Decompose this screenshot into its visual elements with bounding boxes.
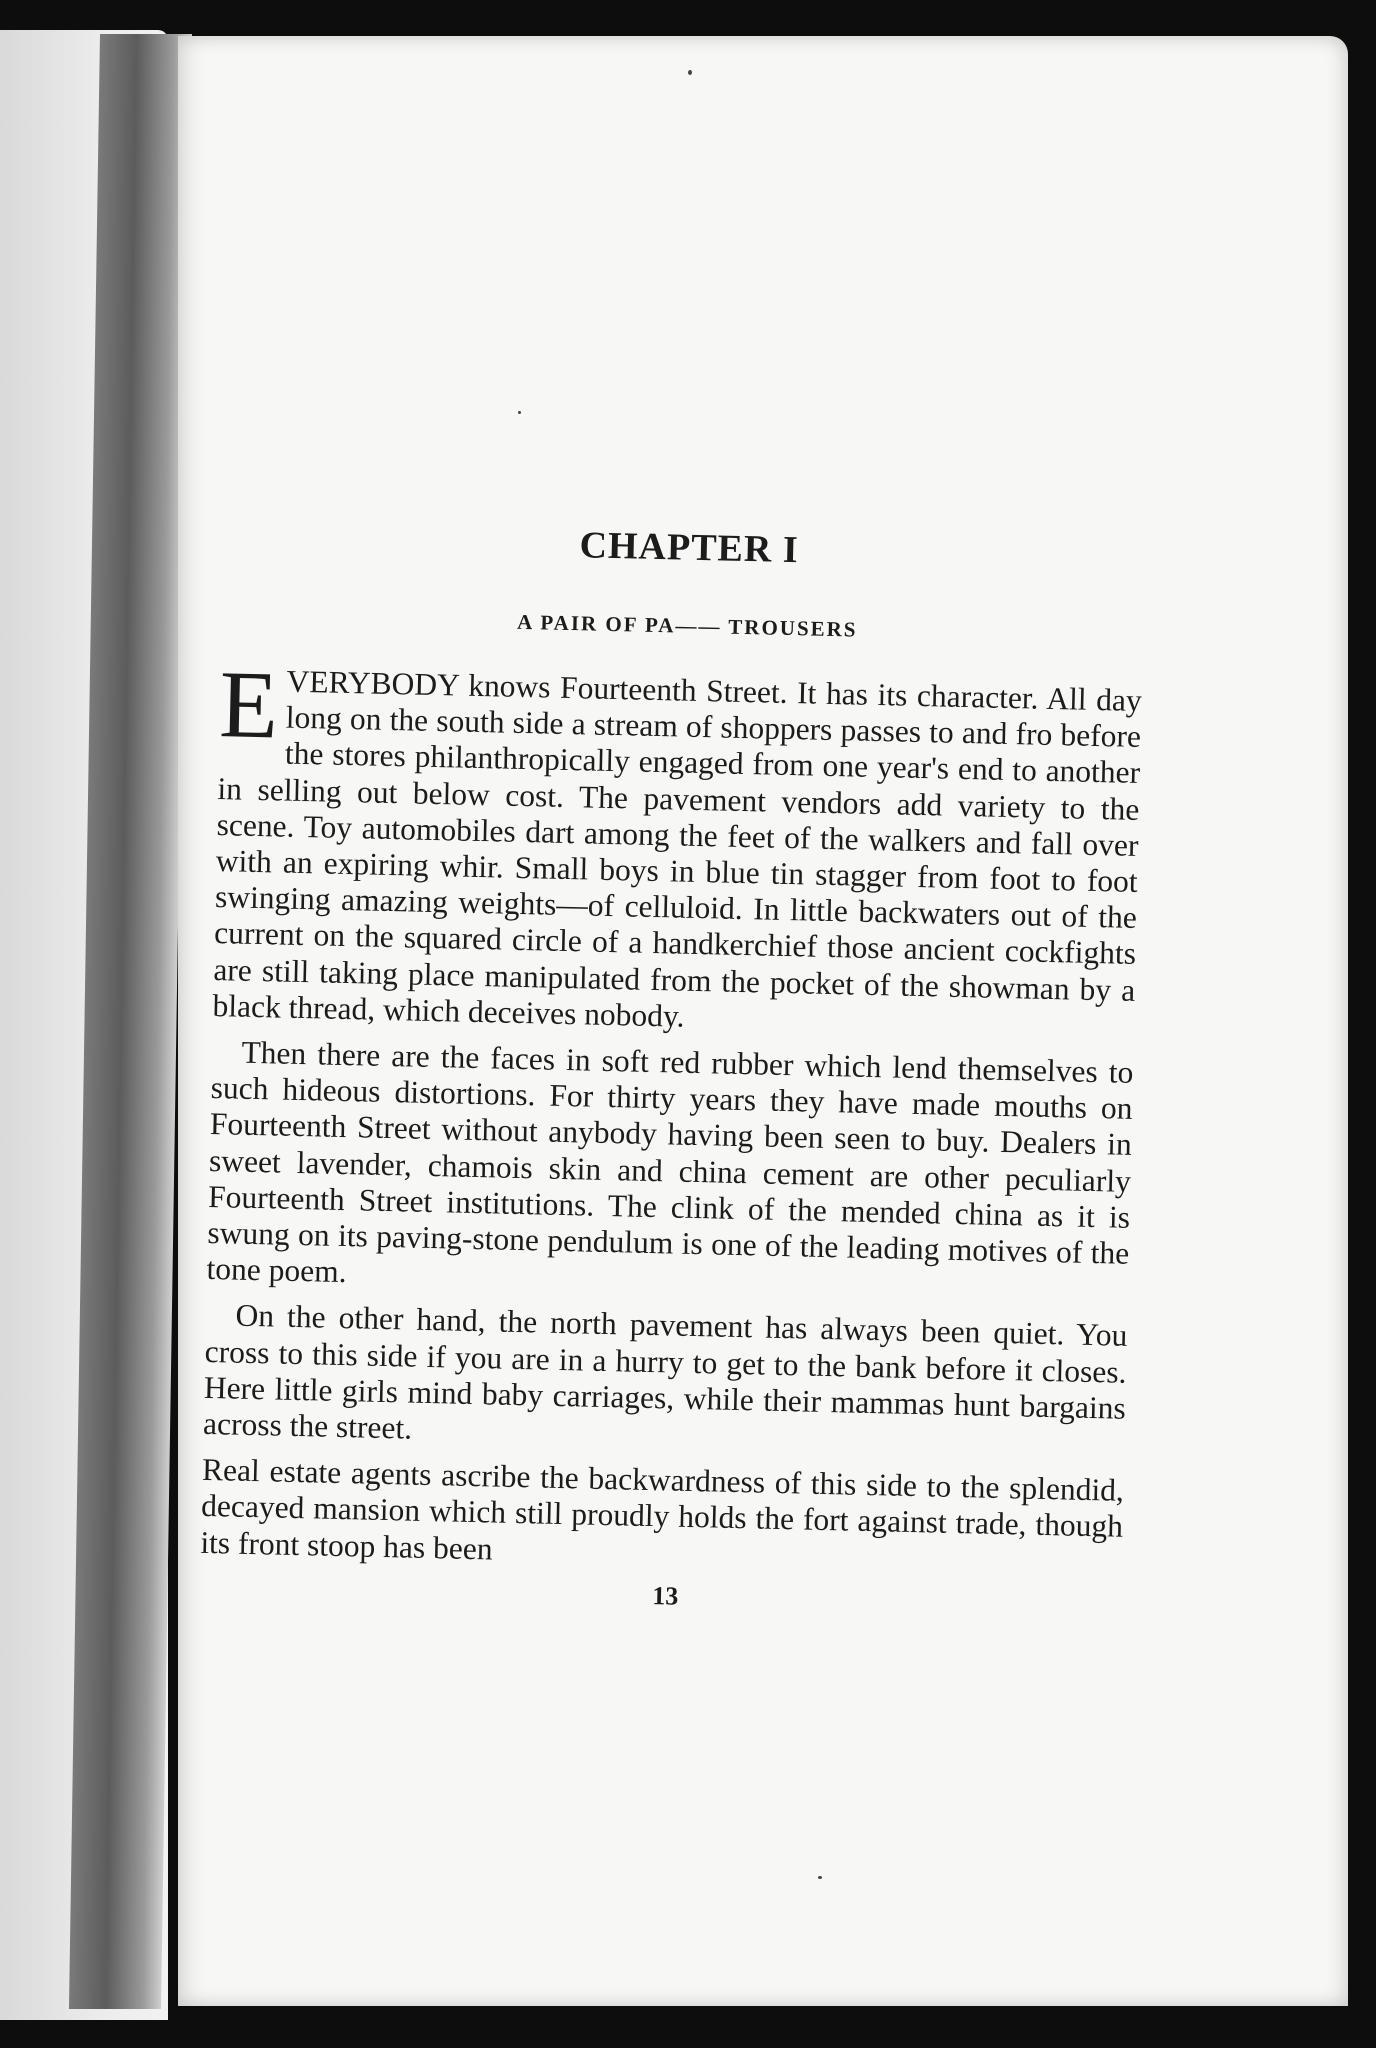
paragraph-2: Then there are the faces in soft red rubber which lend themselves to such hideous distortions. For thirty years they have made mouths on Fourteenth Street without anybody having been seen to buy. Dealers in sweet lavender, chamois skin and china cement are other peculiarly Fourteenth Street institutions. The clink of the mended china as it is swung on its paving-stone pendulum is one of the leading motives of the tone poem.	[206, 1034, 1134, 1290]
paragraph-4: Real estate agents ascribe the backwardness of this side to the splendid, decayed mansion which still proudly holds the fort against trade, though its front stoop has been	[200, 1452, 1125, 1567]
page-number: 13	[652, 1581, 679, 1611]
chapter-title: CHAPTER I	[579, 524, 800, 572]
scan-speck	[518, 411, 521, 414]
chapter-body	[200, 650, 1143, 1582]
chapter-subtitle: A PAIR OF PA—— TROUSERS	[516, 609, 858, 642]
paragraph-3: On the other hand, the north pavement has always been quiet. You cross to this side if you are in a hurry to get to the bank before it closes. Here little girls mind baby carriages, while their mammas hunt bargains across the street.	[202, 1298, 1128, 1446]
drop-cap: E	[218, 650, 280, 759]
scan-speck	[818, 1876, 822, 1879]
scan-speck	[688, 70, 692, 75]
book-page	[178, 36, 1348, 2006]
paragraph-1	[212, 650, 1143, 1045]
paragraph-1-text: VERYBODY knows Fourteenth Street. It has its character. All day long on the south side a stream of shoppers passes to and fro before the stores philanthropically engaged from one year's end to another in selling out below cost. The pavement vendors add variety to the scene. Toy automobiles dart among the feet of the walkers and fall over with an expiring whir. Small boys in blue tin stagger from foot to foot swinging amazing weights—of celluloid. In little backwaters out of the current on the squared circle of a handkerchief those ancient cockfights are still taking place manipulated from the pocket of the showman by a black thread, which deceives nobody.	[212, 663, 1143, 1034]
page-content	[185, 515, 1169, 1622]
